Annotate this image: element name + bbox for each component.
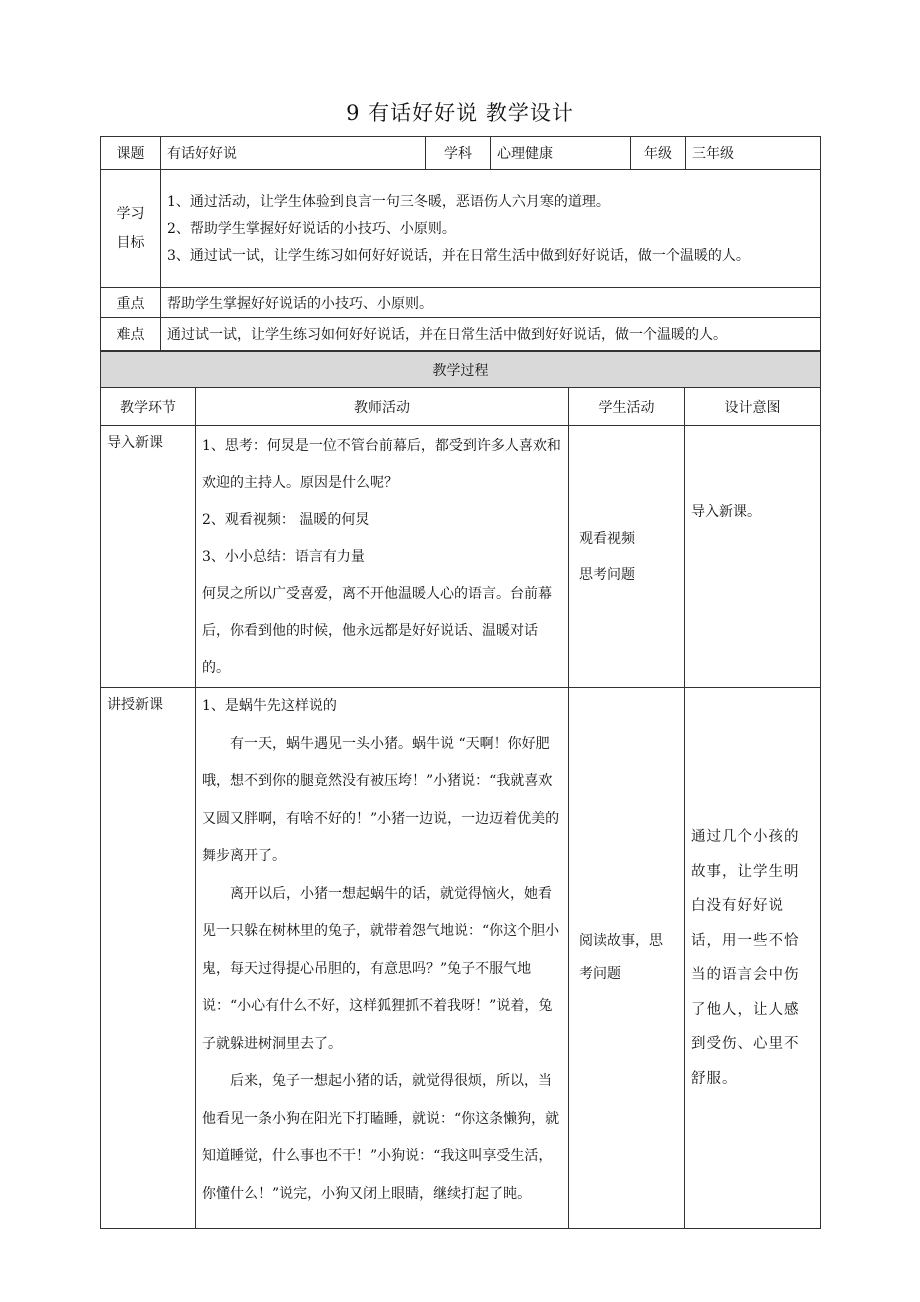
stage-cell: 导入新课 (101, 426, 196, 688)
student-activity-cell: 阅读故事，思考问题 (569, 688, 685, 1229)
goals-label-line1: 学习 (116, 205, 145, 222)
col-intent-header: 设计意图 (685, 388, 821, 426)
process-table (100, 351, 821, 1229)
intent-cell: 通过几个小孩的故事，让学生明白没有好好说话，用一些不恰当的语言会中伤了他人，让人感到受伤、心里不舒服。 (685, 688, 821, 1229)
student-activity-cell (569, 426, 685, 688)
teacher-line: 3、小小总结：语言有力量 (202, 549, 365, 565)
key-label: 重点 (101, 288, 161, 318)
table-row (101, 426, 821, 688)
col-teacher-header: 教师活动 (196, 388, 569, 426)
process-header: 教学过程 (101, 352, 821, 388)
intent-cell: 导入新课。 (685, 426, 821, 688)
process-header-row (101, 352, 821, 388)
difficulty-row (101, 318, 821, 351)
col-stage-header: 教学环节 (101, 388, 196, 426)
goals-row (101, 170, 821, 288)
goal-item: 2、帮助学生掌握好好说话的小技巧、小原则。 (167, 221, 456, 237)
column-header-row (101, 388, 821, 426)
story-paragraph: 离开以后，小猪一想起蜗牛的话，就觉得恼火，她看见一只躲在树林里的兔子，就带着怨气地说：“你这个胆小鬼，每天过得提心吊胆的，有意思吗？”兔子不服气地说：“小心有什么不好，这样狐狸抓不着我呀！”说着，兔子就躲进树洞里去了。 (202, 885, 560, 1052)
story-title: 1、是蜗牛先这样说的 (202, 698, 337, 714)
grade-value: 三年级 (686, 137, 821, 170)
table-row (101, 688, 821, 1229)
page-title: 9 有话好好说 教学设计 (346, 101, 574, 125)
stage-cell: 讲授新课 (101, 688, 196, 1229)
info-table (100, 136, 821, 351)
key-row (101, 288, 821, 318)
teacher-line: 何炅之所以广受喜爱，离不开他温暖人心的语言。台前幕后，你看到他的时候，他永远都是好好说话、温暖对话的。 (202, 586, 552, 676)
goal-item: 3、通过试一试，让学生练习如何好好说话，并在日常生活中做到好好说话，做一个温暖的人。 (167, 248, 750, 264)
key-value: 帮助学生掌握好好说话的小技巧、小原则。 (161, 288, 821, 318)
col-student-header: 学生活动 (569, 388, 685, 426)
goals-label (101, 170, 161, 288)
topic-row (101, 137, 821, 170)
difficulty-value: 通过试一试，让学生练习如何好好说话，并在日常生活中做到好好说话，做一个温暖的人。 (161, 318, 821, 351)
teacher-line: 1、思考：何炅是一位不管台前幕后，都受到许多人喜欢和欢迎的主持人。原因是什么呢？ (202, 438, 561, 491)
story-paragraph: 后来，兔子一想起小猪的话，就觉得很烦，所以，当他看见一条小狗在阳光下打瞌睡，就说：“你这条懒狗，就知道睡觉，什么事也不干！”小狗说：“我这叫享受生活，你懂什么！”说完，小狗又闭上眼睛，继续打起了盹。 (202, 1073, 560, 1202)
student-line: 观看视频 (579, 530, 635, 547)
subject-label: 学科 (426, 137, 491, 170)
teacher-activity-cell (196, 426, 569, 688)
difficulty-label: 难点 (101, 318, 161, 351)
topic-value: 有话好好说 (161, 137, 426, 170)
goals-content (161, 170, 821, 288)
teacher-line: 2、观看视频： 温暖的何炅 (202, 512, 370, 528)
goal-item: 1、通过活动，让学生体验到良言一句三冬暖，恶语伤人六月寒的道理。 (167, 194, 610, 210)
teacher-activity-cell (196, 688, 569, 1229)
grade-label: 年级 (631, 137, 686, 170)
student-line: 思考问题 (579, 566, 635, 583)
story-paragraph: 有一天，蜗牛遇见一头小猪。蜗牛说 “天啊！你好肥哦，想不到你的腿竟然没有被压垮！”小猪说：“我就喜欢又圆又胖啊，有啥不好的！”小猪一边说，一边迈着优美的舞步离开了。 (202, 735, 560, 864)
topic-label: 课题 (101, 137, 161, 170)
subject-value: 心理健康 (491, 137, 631, 170)
goals-label-line2: 目标 (116, 234, 145, 251)
